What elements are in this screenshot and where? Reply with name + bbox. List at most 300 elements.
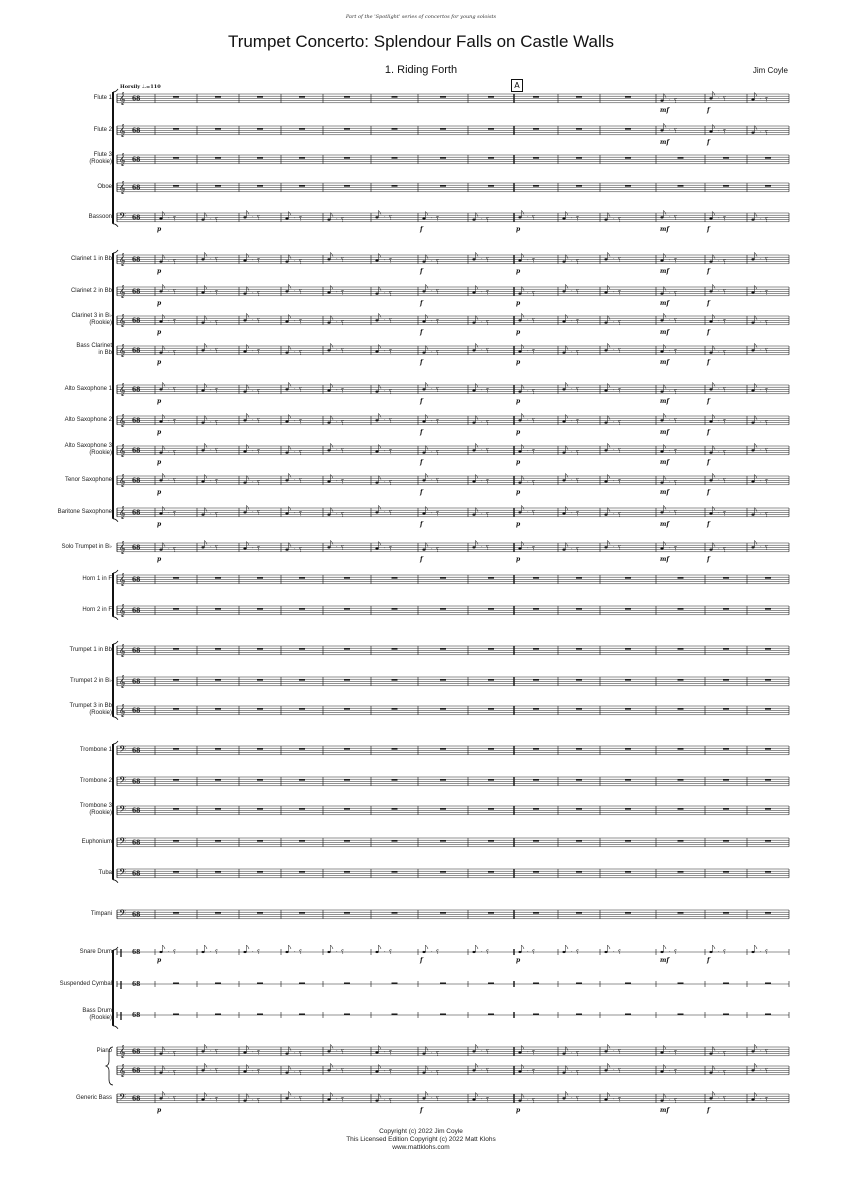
dynamic-marking: p <box>157 267 162 275</box>
whole-rest <box>440 1014 446 1015</box>
whole-rest <box>344 679 350 680</box>
rest-icon: ‧ <box>527 1098 529 1105</box>
rest-icon: ⸮ <box>486 544 490 552</box>
whole-rest <box>625 871 631 872</box>
whole-rest <box>392 185 398 186</box>
note-flag <box>426 382 429 386</box>
time-signature: 68 <box>132 156 141 164</box>
rest-icon: ⸮ <box>257 1068 261 1076</box>
whole-rest <box>723 808 729 809</box>
rest-icon: ‧ <box>481 388 483 394</box>
whole-rest <box>576 128 582 129</box>
note-head <box>751 422 754 424</box>
note-head <box>159 352 162 354</box>
whole-rest <box>488 577 494 578</box>
rest-icon: ⸮ <box>299 318 303 326</box>
rest-icon: ⸮ <box>257 479 261 487</box>
whole-rest <box>678 185 684 186</box>
note-flag <box>608 443 611 447</box>
note-flag <box>522 345 525 349</box>
rest-icon: ‧ <box>571 386 573 393</box>
whole-rest <box>625 679 631 680</box>
rest-icon: ⸮ <box>618 478 622 486</box>
rest-icon: ‧ <box>718 1070 720 1077</box>
note-head <box>604 322 607 324</box>
rest-icon: ⸮ <box>299 949 303 956</box>
rest-icon: ⸮ <box>723 318 727 326</box>
rest-icon: ⸮ <box>389 257 393 265</box>
whole-rest <box>299 648 305 649</box>
whole-rest <box>576 1014 582 1015</box>
note-flag <box>608 540 611 544</box>
whole-rest <box>723 871 729 872</box>
rest-icon: ‧ <box>384 291 386 298</box>
rest-icon: ‧ <box>527 349 529 355</box>
whole-rest <box>173 983 179 984</box>
whole-rest <box>533 708 539 709</box>
rest-icon: ‧ <box>252 1069 254 1075</box>
note-head <box>709 1053 712 1055</box>
note-flag <box>713 415 716 419</box>
rest-icon: ‧ <box>718 477 720 484</box>
dynamic-marking: p <box>157 520 162 528</box>
clef-icon: 𝄞 <box>119 603 126 617</box>
note-flag <box>713 507 716 511</box>
rest-icon: ⸮ <box>765 256 769 264</box>
dynamic-marking: p <box>157 225 162 233</box>
rest-icon: ‧ <box>760 97 762 103</box>
rest-icon: ⸮ <box>532 1068 536 1076</box>
rest-icon: ⸮ <box>618 387 622 395</box>
rest-icon: ‧ <box>718 547 720 554</box>
time-signature: 68 <box>132 95 141 103</box>
note-flag <box>331 1093 334 1097</box>
rest-icon: ⸮ <box>618 319 622 327</box>
rest-icon: ⸮ <box>436 449 440 457</box>
note-head <box>518 1100 521 1102</box>
rest-icon: ‧ <box>760 347 762 354</box>
rest-icon: ‧ <box>431 350 433 357</box>
note-flag <box>566 382 569 386</box>
whole-rest <box>625 912 631 913</box>
rest-icon: ⸮ <box>436 546 440 554</box>
whole-rest <box>257 840 263 841</box>
rest-icon: ‧ <box>613 447 615 454</box>
rest-icon: ⸮ <box>299 1095 303 1103</box>
note-head <box>751 132 754 134</box>
whole-rest <box>765 648 771 649</box>
note-head <box>422 261 425 263</box>
whole-rest <box>299 708 305 709</box>
note-head <box>285 1097 288 1099</box>
rest-icon: ‧ <box>718 511 720 517</box>
note-head <box>159 512 162 514</box>
rest-icon: ⸮ <box>257 1097 261 1105</box>
whole-rest <box>392 708 398 709</box>
rest-icon: ‧ <box>210 447 212 454</box>
note-head <box>375 259 378 261</box>
note-head <box>375 350 378 352</box>
note-head <box>709 352 712 354</box>
dynamic-marking: p <box>516 358 521 366</box>
instrument-label: Trumpet 2 in B♭ <box>70 677 112 684</box>
whole-rest <box>173 128 179 129</box>
note-flag <box>476 343 479 347</box>
dynamic-marking: p <box>516 520 521 528</box>
note-head <box>604 349 607 351</box>
time-signature: 68 <box>132 707 141 715</box>
note-flag <box>289 415 292 419</box>
instrument-label: Tenor Saxophone <box>64 476 112 483</box>
dynamic-marking: f <box>420 555 423 563</box>
note-flag <box>379 1046 382 1050</box>
rest-icon: ‧ <box>210 544 212 551</box>
note-flag <box>205 1044 208 1048</box>
whole-rest <box>488 871 494 872</box>
note-head <box>751 514 754 516</box>
rest-icon: ⸮ <box>173 1069 177 1077</box>
note-flag <box>331 252 334 256</box>
note-flag <box>331 1063 334 1067</box>
dynamic-marking: f <box>707 328 710 336</box>
whole-rest <box>576 748 582 749</box>
rest-icon: ⸮ <box>674 317 678 325</box>
note-head <box>562 217 565 219</box>
rest-icon: ‧ <box>760 1067 762 1074</box>
whole-rest <box>344 808 350 809</box>
whole-rest <box>678 648 684 649</box>
rest-icon: ⸮ <box>436 288 440 296</box>
clef-icon: ‖ <box>119 980 123 989</box>
rest-icon: ‧ <box>527 417 529 424</box>
note-head <box>709 1097 712 1099</box>
whole-rest <box>440 185 446 186</box>
note-flag <box>713 284 716 288</box>
whole-rest <box>257 871 263 872</box>
whole-rest <box>678 608 684 609</box>
note-flag <box>247 505 250 509</box>
dynamic-marking: mf <box>660 267 669 275</box>
rest-icon: ⸮ <box>618 1067 622 1075</box>
rest-icon: ‧ <box>336 388 338 394</box>
whole-rest <box>215 983 221 984</box>
whole-rest <box>576 648 582 649</box>
whole-rest <box>488 157 494 158</box>
whole-rest <box>723 748 729 749</box>
rest-icon: ‧ <box>252 291 254 298</box>
rest-icon: ‧ <box>760 320 762 327</box>
note-head <box>562 512 565 514</box>
note-head <box>751 258 754 260</box>
note-head <box>660 511 663 513</box>
whole-rest <box>257 185 263 186</box>
instrument-label: Alto Saxophone 1 <box>64 385 112 392</box>
note-flag <box>331 443 334 447</box>
rest-icon: ⸮ <box>486 1048 490 1056</box>
note-head <box>562 420 565 422</box>
rest-icon: ‧ <box>760 447 762 454</box>
whole-rest <box>440 871 446 872</box>
note-flag <box>476 945 479 949</box>
note-head <box>285 352 288 354</box>
rest-icon: ⸮ <box>674 127 678 135</box>
time-signature: 68 <box>132 870 141 878</box>
note-flag <box>566 473 569 477</box>
rest-icon: ⸮ <box>618 544 622 552</box>
dynamic-marking: mf <box>660 138 669 146</box>
rest-icon: ⸮ <box>341 1048 345 1056</box>
whole-rest <box>173 840 179 841</box>
rest-icon: ⸮ <box>436 349 440 357</box>
rest-icon: ⸮ <box>436 1095 440 1103</box>
instrument-label: Trumpet 1 in Bb <box>69 646 112 653</box>
clef-icon: 𝄞 <box>119 643 126 657</box>
rest-icon: ⸮ <box>389 348 393 356</box>
rest-icon: ‧ <box>384 349 386 355</box>
rest-icon: ‧ <box>527 480 529 487</box>
dynamic-marking: p <box>157 458 162 466</box>
note-head <box>472 1098 475 1100</box>
rest-icon: ‧ <box>571 1070 573 1077</box>
rest-icon: ‧ <box>527 1069 529 1075</box>
rest-icon: ‧ <box>669 1069 671 1075</box>
rest-icon: ⸮ <box>341 419 345 427</box>
whole-rest <box>678 871 684 872</box>
note-flag <box>426 473 429 477</box>
whole-rest <box>576 608 582 609</box>
rest-icon: ⸮ <box>723 510 727 518</box>
rest-icon: ‧ <box>384 546 386 552</box>
whole-rest <box>299 96 305 97</box>
whole-rest <box>344 1014 350 1015</box>
rest-icon: ‧ <box>294 450 296 457</box>
note-flag <box>331 384 334 388</box>
note-head <box>375 482 378 484</box>
rest-icon: ‧ <box>210 1097 212 1103</box>
instrument-label: Horn 2 in F <box>82 606 112 613</box>
dynamic-marking: f <box>420 428 423 436</box>
rest-icon: ‧ <box>613 217 615 224</box>
note-head <box>472 389 475 391</box>
rest-icon: ‧ <box>294 1051 296 1058</box>
whole-rest <box>533 748 539 749</box>
rest-icon: ‧ <box>252 509 254 516</box>
whole-rest <box>215 648 221 649</box>
whole-rest <box>723 608 729 609</box>
whole-rest <box>678 748 684 749</box>
rest-icon: ‧ <box>481 1048 483 1055</box>
rest-icon: ‧ <box>571 259 573 266</box>
dynamic-marking: mf <box>660 555 669 563</box>
rest-icon: ‧ <box>210 290 212 296</box>
note-head <box>243 391 246 393</box>
rest-icon: ‧ <box>718 319 720 325</box>
note-head <box>422 549 425 551</box>
whole-rest <box>344 912 350 913</box>
rest-icon: ⸮ <box>576 258 580 266</box>
rest-icon: ‧ <box>336 420 338 427</box>
rest-icon: ⸮ <box>618 347 622 355</box>
rest-icon: ⸮ <box>674 214 678 222</box>
instrument-label: Trombone 2 <box>79 777 112 784</box>
time-signature: 68 <box>132 288 141 296</box>
time-signature: 68 <box>132 127 141 135</box>
dynamic-marking: p <box>516 225 521 233</box>
rest-icon: ⸮ <box>341 478 345 486</box>
whole-rest <box>299 840 305 841</box>
note-flag <box>289 507 292 511</box>
note-flag <box>247 313 250 317</box>
instrument-label: Suspended Cymbal <box>59 980 112 987</box>
note-head <box>562 479 565 481</box>
note-flag <box>163 1091 166 1095</box>
clef-icon: 𝄢 <box>119 774 127 788</box>
note-flag <box>426 1091 429 1095</box>
note-head <box>375 293 378 295</box>
rest-icon: ‧ <box>168 419 170 425</box>
rest-icon: ⸮ <box>674 388 678 396</box>
rest-icon: ‧ <box>571 1051 573 1058</box>
whole-rest <box>625 840 631 841</box>
time-signature: 68 <box>132 214 141 222</box>
whole-rest <box>533 157 539 158</box>
note-flag <box>476 1093 479 1097</box>
note-flag <box>331 475 334 479</box>
note-flag <box>247 445 250 449</box>
whole-rest <box>392 1014 398 1015</box>
note-flag <box>566 315 569 319</box>
note-head <box>518 482 521 484</box>
note-head <box>327 951 330 953</box>
rest-icon: ⸮ <box>173 418 177 426</box>
rest-icon: ⸮ <box>576 949 580 956</box>
note-head <box>201 1098 204 1100</box>
rest-icon: ‧ <box>669 291 671 298</box>
rest-icon: ‧ <box>210 1048 212 1055</box>
rest-icon: ‧ <box>669 949 671 956</box>
rest-icon: ‧ <box>613 1097 615 1103</box>
rest-icon: ‧ <box>210 479 212 485</box>
note-flag <box>755 945 758 949</box>
note-flag <box>755 343 758 347</box>
note-head <box>518 547 521 549</box>
instrument-label: Trombone 3 (Rookie) <box>79 803 112 817</box>
whole-rest <box>299 912 305 913</box>
whole-rest <box>488 128 494 129</box>
rest-icon: ‧ <box>527 258 529 264</box>
whole-rest <box>765 808 771 809</box>
rehearsal-mark: A <box>511 79 523 92</box>
rest-icon: ⸮ <box>299 510 303 518</box>
whole-rest <box>533 577 539 578</box>
rest-icon: ‧ <box>431 547 433 554</box>
note-flag <box>331 540 334 544</box>
note-head <box>201 1050 204 1052</box>
rest-icon: ⸮ <box>674 479 678 487</box>
whole-rest <box>488 708 494 709</box>
rest-icon: ⸮ <box>389 388 393 396</box>
note-head <box>285 320 288 322</box>
whole-rest <box>488 96 494 97</box>
instrument-label: Flute 3 (Rookie) <box>89 152 112 166</box>
group-bracket <box>113 250 118 253</box>
whole-rest <box>723 679 729 680</box>
note-head <box>660 293 663 295</box>
note-flag <box>713 382 716 386</box>
rest-icon: ‧ <box>613 1048 615 1055</box>
rest-icon: ⸮ <box>341 387 345 395</box>
group-bracket <box>113 1026 118 1029</box>
rest-icon: ‧ <box>571 350 573 357</box>
rest-icon: ‧ <box>168 386 170 393</box>
whole-rest <box>576 96 582 97</box>
clef-icon: ‖ <box>119 1011 123 1020</box>
note-flag <box>379 1065 382 1069</box>
whole-rest <box>215 840 221 841</box>
dynamic-marking: p <box>516 458 521 466</box>
rest-icon: ‧ <box>669 1050 671 1056</box>
time-signature: 68 <box>132 1012 141 1019</box>
whole-rest <box>392 648 398 649</box>
rest-icon: ⸮ <box>765 129 769 137</box>
rest-icon: ‧ <box>294 1070 296 1077</box>
whole-rest <box>765 608 771 609</box>
rest-icon: ⸮ <box>389 1049 393 1057</box>
note-flag <box>331 1044 334 1048</box>
note-head <box>201 322 204 324</box>
whole-rest <box>576 708 582 709</box>
note-head <box>604 951 607 953</box>
rest-icon: ‧ <box>336 949 338 956</box>
rest-icon: ‧ <box>168 1095 170 1102</box>
rest-icon: ‧ <box>336 1048 338 1055</box>
dynamic-marking: mf <box>660 328 669 336</box>
note-flag <box>755 1063 758 1067</box>
whole-rest <box>488 779 494 780</box>
dynamic-marking: p <box>157 488 162 496</box>
series-note: Part of the 'Spotlight' series of concertos for young soloists <box>345 14 497 20</box>
rest-icon: ‧ <box>294 350 296 357</box>
note-head <box>375 511 378 513</box>
note-flag <box>566 284 569 288</box>
note-flag <box>426 284 429 288</box>
note-head <box>472 951 475 953</box>
dynamic-marking: f <box>707 488 710 496</box>
rest-icon: ⸮ <box>389 290 393 298</box>
clef-icon: 𝄞 <box>119 674 126 688</box>
group-bracket <box>113 89 118 92</box>
whole-rest <box>344 708 350 709</box>
dynamic-marking: p <box>157 328 162 336</box>
rest-icon: ⸮ <box>173 288 177 296</box>
group-bracket <box>113 617 118 620</box>
dynamic-marking: f <box>420 358 423 366</box>
rest-icon: ⸮ <box>173 318 177 326</box>
rest-icon: ‧ <box>210 217 212 224</box>
note-flag <box>522 542 525 546</box>
note-head <box>709 420 712 422</box>
note-head <box>201 546 204 548</box>
note-head <box>562 549 565 551</box>
clef-icon: 𝄞 <box>119 703 126 717</box>
clef-icon: 𝄞 <box>119 284 126 298</box>
rest-icon: ⸮ <box>173 546 177 554</box>
rest-icon: ‧ <box>760 388 762 394</box>
whole-rest <box>533 185 539 186</box>
note-head <box>201 349 204 351</box>
rest-icon: ⸮ <box>674 348 678 356</box>
whole-rest <box>173 912 179 913</box>
